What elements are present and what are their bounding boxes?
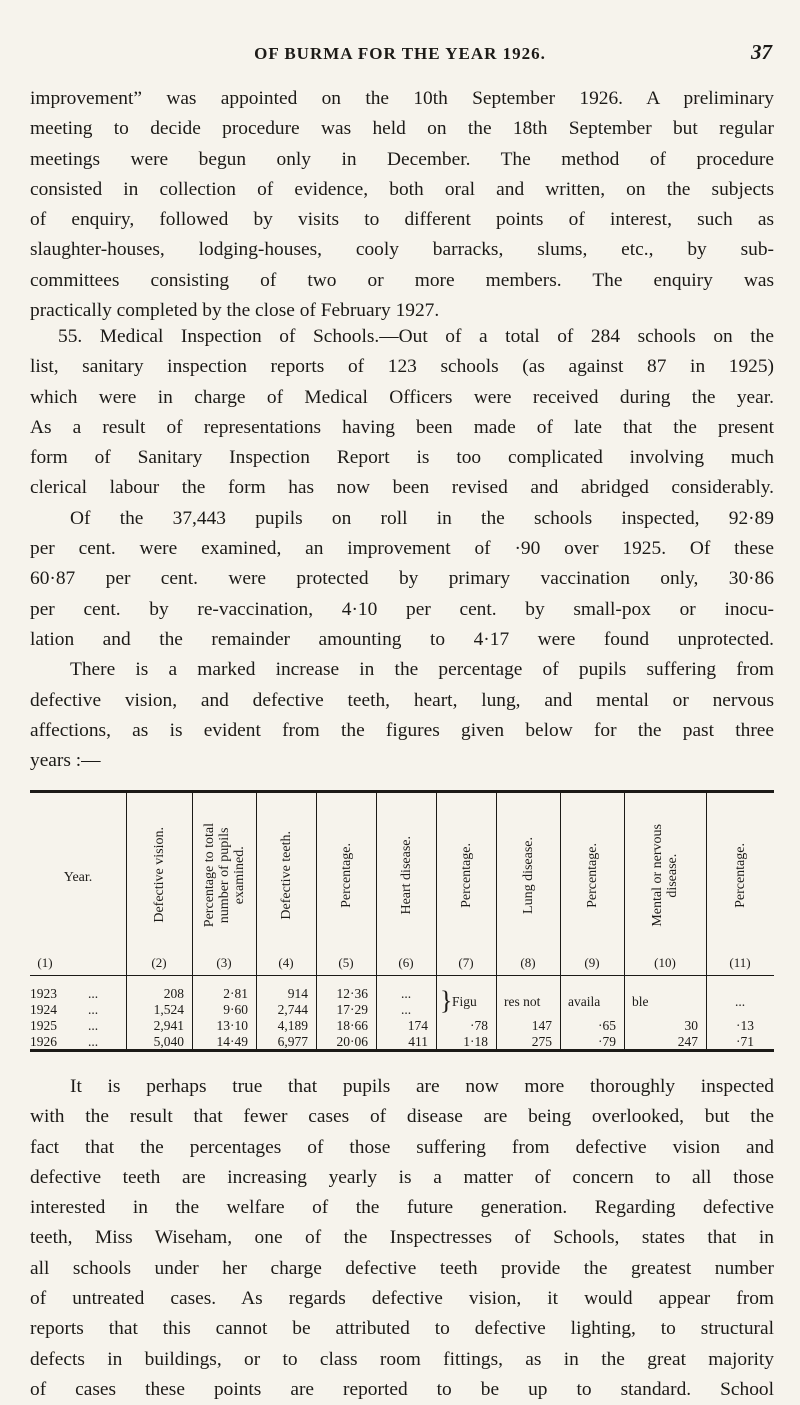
table-cell: 17·29 <box>336 1002 368 1017</box>
column-header: Percentage. <box>584 842 600 908</box>
year-header: Year. <box>63 870 93 885</box>
paragraph-2 <box>30 322 774 776</box>
table-cell: 2·81 <box>223 986 248 1001</box>
text-line: reports that this cannot be attributed to defective lighting, to structural <box>30 1318 774 1340</box>
table-cell: ·65 <box>598 1018 616 1033</box>
text-line: all schools under her charge defective teeth provide the greatest number <box>30 1257 774 1279</box>
leader-dots: ... <box>88 1002 99 1017</box>
text-line: There is a marked increase in the percentage of pupils suffering from <box>70 659 774 681</box>
text-line: with the result that fewer cases of disease are being overlooked, but the <box>30 1106 774 1128</box>
column-header: Percentage to total number of pupils examined. <box>201 822 247 928</box>
column-number: (2) <box>151 955 167 970</box>
text-line: form of Sanitary Inspection Report is too complicated involving much <box>30 447 774 469</box>
text-line: meeting to decide procedure was held on the 18th September but regular <box>30 118 774 140</box>
paragraph-3 <box>30 1072 774 1405</box>
text-line: meetings were begun only in December. The method of procedure <box>30 148 774 170</box>
table-cell-year: 1925 <box>30 1018 57 1033</box>
table-cell: 275 <box>531 1034 552 1049</box>
table-cell: 147 <box>531 1018 552 1033</box>
column-header: Percentage. <box>338 842 354 908</box>
text-line: clerical labour the form has now been revised and abridged considerably. <box>30 477 774 499</box>
table-cell: 411 <box>408 1034 428 1049</box>
table-cell: 914 <box>287 986 308 1001</box>
table-rule-header <box>30 975 774 976</box>
text-line: per cent. were examined, an improvement of ·90 over 1925. Of these <box>30 538 774 560</box>
column-number: (10) <box>654 955 676 970</box>
column-number: (9) <box>584 955 600 970</box>
table-cell-year: 1924 <box>30 1002 57 1017</box>
column-number: (1) <box>37 955 53 970</box>
column-number: (8) <box>520 955 536 970</box>
text-line: lation and the remainder amounting to 4·17 were found unprotected. <box>30 628 774 650</box>
text-line: of cases these points are reported to be up to standard. School <box>30 1378 774 1400</box>
table-cell: 14·49 <box>216 1034 248 1049</box>
table-cell: 18·66 <box>336 1018 368 1033</box>
table-cell: ... <box>400 1002 412 1017</box>
column-header: Percentage. <box>732 842 748 908</box>
column-header: Lung disease. <box>520 836 536 914</box>
table-rule-top <box>30 790 774 793</box>
column-header: Defective teeth. <box>278 830 294 920</box>
text-line: improvement” was appointed on the 10th September 1926. A preliminary <box>30 88 774 109</box>
text-line: fact that the percentages of those suffering from defective vision and <box>30 1136 774 1158</box>
text-line: which were in charge of Medical Officers were received during the year. <box>30 386 774 408</box>
text-line: of untreated cases. As regards defective vision, it would appear from <box>30 1288 774 1310</box>
column-number: (11) <box>729 955 751 970</box>
text-line: defective vision, and defective teeth, heart, lung, and mental or nervous <box>30 689 774 711</box>
running-head: OF BURMA FOR THE YEAR 1926. <box>254 44 546 63</box>
table-cell: 208 <box>163 986 184 1001</box>
text-line: defective teeth are increasing yearly is a matter of concern to all those <box>30 1166 774 1188</box>
note-fragment: res not <box>504 994 541 1009</box>
column-header: Defective vision. <box>151 827 167 923</box>
text-line: interested in the welfare of the future generation. Regarding defective <box>30 1197 774 1219</box>
column-number: (3) <box>216 955 232 970</box>
text-line: Of the 37,443 pupils on roll in the schools inspected, 92·89 <box>70 507 774 529</box>
table-cell: 9·60 <box>223 1002 248 1017</box>
table-cell-year: 1923 <box>30 986 57 1001</box>
brace-icon: } <box>440 986 453 1015</box>
text-line: consisted in collection of evidence, both oral and written, on the subjects <box>30 178 774 200</box>
table-cell-year: 1926 <box>30 1034 57 1049</box>
note-fragment: availa <box>568 994 601 1009</box>
table-cell: 12·36 <box>336 986 368 1001</box>
table-cell: ... <box>734 994 746 1009</box>
text-line: practically completed by the close of February 1927. <box>30 300 440 322</box>
leader-dots: ... <box>88 1034 99 1049</box>
text-line: It is perhaps true that pupils are now more thoroughly inspected <box>70 1076 774 1097</box>
column-header: Mental or nervous disease. <box>650 823 680 927</box>
text-line: per cent. by re-vaccination, 4·10 per cent. by small-pox or inocu- <box>30 598 774 620</box>
table-cell: 6,977 <box>277 1034 308 1049</box>
text-line: teeth, Miss Wiseham, one of the Inspectresses of Schools, states that in <box>30 1227 774 1249</box>
table-cell: 4,189 <box>277 1018 308 1033</box>
column-number: (4) <box>278 955 294 970</box>
table-cell: ·78 <box>470 1018 488 1033</box>
column-number: (6) <box>398 955 414 970</box>
note-fragment: Figu <box>452 994 477 1009</box>
table-cell: 30 <box>684 1018 698 1033</box>
text-line: years :— <box>30 750 101 772</box>
text-line: 55. Medical Inspection of Schools.—Out of a total of 284 schools on the <box>58 326 774 347</box>
leader-dots: ... <box>88 1018 99 1033</box>
table-cell: 13·10 <box>216 1018 248 1033</box>
text-line: slaughter-houses, lodging-houses, cooly barracks, slums, etc., by sub- <box>30 239 774 261</box>
column-number: (7) <box>458 955 474 970</box>
leader-dots: ... <box>88 986 99 1001</box>
text-line: defects in buildings, or to class room fittings, as in the great majority <box>30 1348 774 1370</box>
table-cell: 1·18 <box>463 1034 488 1049</box>
table-cell: ·71 <box>736 1034 754 1049</box>
text-line: 60·87 per cent. were protected by primary vaccination only, 30·86 <box>30 568 774 590</box>
column-number: (5) <box>338 955 354 970</box>
paragraph-1 <box>30 84 774 326</box>
table-cell: 2,744 <box>277 1002 308 1017</box>
table-cell: ·79 <box>598 1034 616 1049</box>
table-cell: ·13 <box>736 1018 754 1033</box>
table-cell: 174 <box>407 1018 428 1033</box>
table-rule-bottom <box>30 1049 774 1052</box>
text-line: As a result of representations having been made of late that the present <box>30 416 774 438</box>
text-line: committees consisting of two or more members. The enquiry was <box>30 269 774 291</box>
note-fragment: ble <box>632 994 649 1009</box>
text-line: affections, as is evident from the figures given below for the past three <box>30 719 774 741</box>
table-cell: 1,524 <box>153 1002 184 1017</box>
table-cell: ... <box>400 986 412 1001</box>
page-number: 37 <box>751 40 772 64</box>
table-cell: 2,941 <box>153 1018 184 1033</box>
table-cell: 5,040 <box>153 1034 184 1049</box>
table-cell: 247 <box>677 1034 698 1049</box>
table-cell: 20·06 <box>336 1034 368 1049</box>
column-header: Percentage. <box>458 842 474 908</box>
column-header: Heart disease. <box>398 835 414 915</box>
text-line: of enquiry, followed by visits to different points of interest, such as <box>30 209 774 231</box>
text-line: list, sanitary inspection reports of 123 schools (as against 87 in 1925) <box>30 356 774 378</box>
